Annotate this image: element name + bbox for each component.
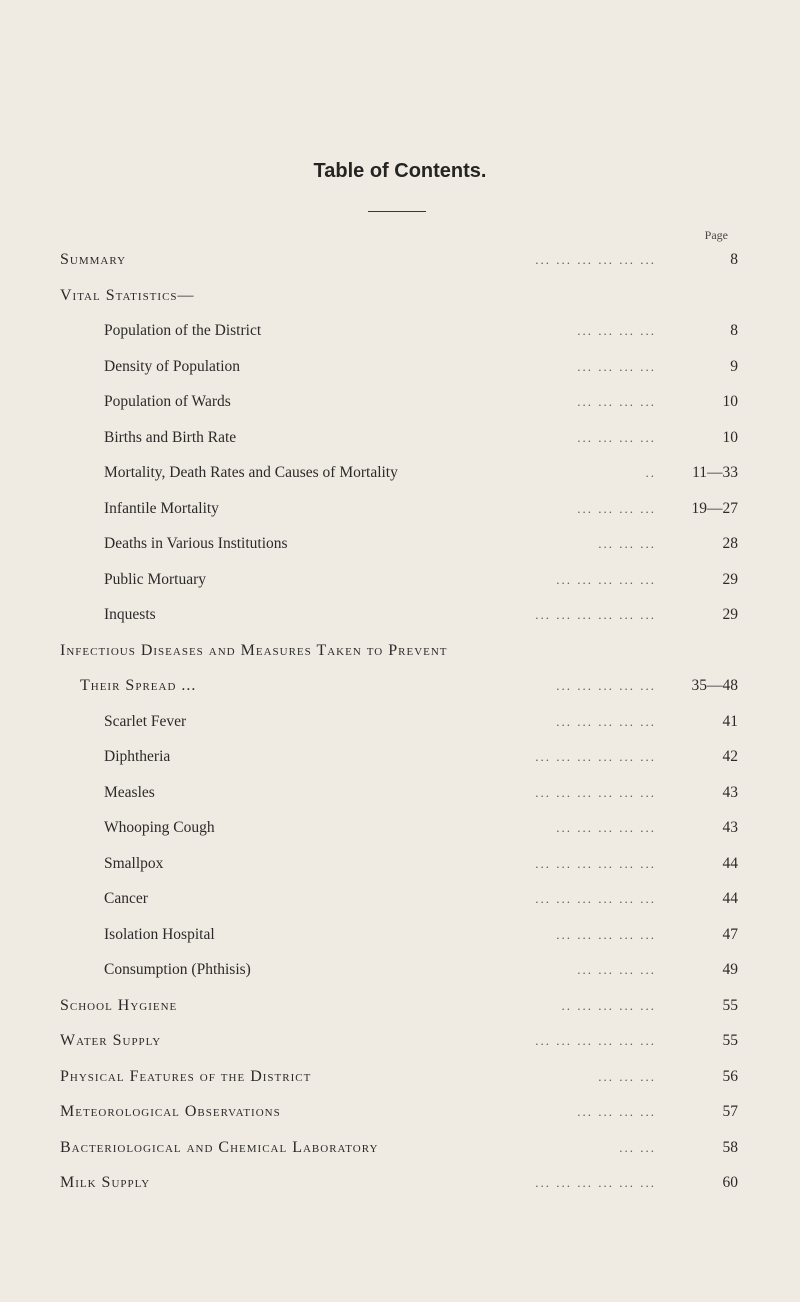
toc-entry-leader: ... ... ... ... <box>577 323 656 338</box>
toc-entry-leader: ... ... ... ... ... ... <box>535 1175 656 1190</box>
toc-entry-leader: ... ... ... <box>598 1068 656 1084</box>
toc-entry-page: 9 <box>730 357 738 375</box>
toc-entry-leader: ... ... ... ... ... <box>556 926 656 942</box>
toc-entry <box>60 634 738 668</box>
toc-entry <box>60 1166 738 1200</box>
toc-entry-label: Their Spread ... <box>80 677 197 694</box>
toc-entry-leader: ... ... ... ... <box>577 358 656 374</box>
toc-entry <box>60 740 738 774</box>
toc-entry-label: Density of Population <box>104 357 241 375</box>
toc-entry <box>60 314 738 348</box>
toc-entry-leader: .. <box>645 465 656 480</box>
toc-entry <box>60 669 738 703</box>
toc-entry <box>60 811 738 845</box>
toc-entry-leader: ... ... ... ... ... <box>556 713 656 729</box>
toc-entry-leader: ... ... ... ... ... <box>556 820 656 835</box>
toc-entry-page: 8 <box>730 251 738 268</box>
toc-entry-label: Bacteriological and Chemical Laboratory <box>60 1138 379 1156</box>
toc-entry-label: Cancer <box>104 890 148 907</box>
toc-entry-page: 43 <box>722 819 738 836</box>
toc-entry-page: 55 <box>722 1032 738 1049</box>
toc-entry <box>60 279 738 313</box>
toc-entry-label: Scarlet Fever <box>104 712 187 730</box>
toc-entry-leader: ... ... ... ... ... ... <box>535 855 656 871</box>
toc-entry-page: 42 <box>722 748 738 765</box>
toc-entry-label: Summary <box>60 251 127 268</box>
toc-entry-label: Whooping Cough <box>104 819 215 836</box>
toc-entry-label: School Hygiene <box>60 996 178 1014</box>
toc-entry-page: 57 <box>722 1103 738 1120</box>
toc-entry <box>60 1131 738 1165</box>
toc-entry-page: 29 <box>722 570 738 588</box>
toc-entry <box>60 705 738 739</box>
toc-entry-label: Infectious Diseases and Measures Taken to Prevent <box>60 641 448 659</box>
toc-entry <box>60 563 738 597</box>
toc-entry-label: Water Supply <box>60 1032 162 1049</box>
toc-entry-label: Births and Birth Rate <box>104 428 237 446</box>
toc-entry <box>60 1095 738 1129</box>
toc-entry-label: Deaths in Various Institutions <box>104 535 288 552</box>
toc-entry-label: Infantile Mortality <box>104 499 219 517</box>
toc-entry-label: Meteorological Observations <box>60 1103 281 1120</box>
toc-entry-label: Measles <box>104 783 155 801</box>
toc-entry <box>60 918 738 952</box>
toc-entry-page: 56 <box>722 1067 738 1085</box>
toc-entry-label: Milk Supply <box>60 1174 151 1191</box>
toc-entry <box>60 1024 738 1058</box>
toc-entry <box>60 243 738 277</box>
toc-entry-leader: ... ... ... ... <box>577 500 656 516</box>
toc-entry-label: Mortality, Death Rates and Causes of Mortality <box>104 464 398 481</box>
toc-entry-leader: ... ... ... ... ... ... <box>535 1033 656 1048</box>
toc-entry-label: Inquests <box>104 606 156 623</box>
page-column-header: Page <box>704 228 728 242</box>
toc-entry-page: 8 <box>730 322 738 339</box>
toc-entry-label: Population of the District <box>104 322 262 339</box>
toc-entry-leader: ... ... ... ... ... ... <box>535 252 656 267</box>
toc-entry-leader: ... ... ... <box>598 536 656 551</box>
toc-entry-page: 47 <box>722 925 738 943</box>
toc-entry-page: 28 <box>722 535 738 552</box>
toc-entry <box>60 350 738 384</box>
toc-entry-label: Vital Statistics— <box>60 286 195 304</box>
toc-entry-page: 49 <box>722 961 738 978</box>
toc-entry-leader: ... ... ... ... <box>577 394 656 409</box>
toc-entry <box>60 527 738 561</box>
toc-entry-leader: ... ... ... ... ... ... <box>535 891 656 906</box>
toc-entry-leader: ... ... ... ... ... ... <box>535 749 656 764</box>
toc-entry-page: 11—33 <box>692 464 738 481</box>
toc-entry <box>60 598 738 632</box>
toc-entry-leader: ... ... ... ... ... <box>556 571 656 587</box>
toc-entry-leader: ... ... ... ... ... <box>556 678 656 693</box>
toc-entry-leader: ... ... <box>619 1139 656 1155</box>
toc-entry-label: Public Mortuary <box>104 570 207 588</box>
toc-entry-leader: ... ... ... ... ... ... <box>535 784 656 800</box>
toc-entry-leader: ... ... ... ... <box>577 962 656 977</box>
toc-entry-leader: ... ... ... ... <box>577 1104 656 1119</box>
toc-entry-page: 10 <box>722 428 738 446</box>
toc-entry <box>60 421 738 455</box>
toc-entry-leader: ... ... ... ... <box>577 429 656 445</box>
toc-entry-page: 44 <box>722 890 738 907</box>
toc-entry-page: 55 <box>722 996 738 1014</box>
toc-entry-label: Smallpox <box>104 854 164 872</box>
toc-entry-label: Diphtheria <box>104 748 171 765</box>
toc-entry <box>60 492 738 526</box>
toc-entry-label: Physical Features of the District <box>60 1067 312 1085</box>
page-title: Table of Contents. <box>313 160 487 182</box>
toc-entry-label: Population of Wards <box>104 393 231 410</box>
toc-entry <box>60 953 738 987</box>
toc-entry-page: 19—27 <box>691 499 738 517</box>
toc-entry-page: 44 <box>722 854 738 872</box>
toc-entry-page: 60 <box>722 1174 738 1191</box>
toc-entry <box>60 847 738 881</box>
toc-entry <box>60 1060 738 1094</box>
toc-entry-page: 43 <box>722 783 738 801</box>
toc-entry-page: 41 <box>722 712 738 730</box>
title-divider <box>368 211 426 212</box>
toc-entry-page: 10 <box>722 393 738 410</box>
toc-entry-page: 58 <box>722 1138 738 1156</box>
toc-entry-page: 29 <box>722 606 738 623</box>
toc-entry-label: Isolation Hospital <box>104 925 215 943</box>
toc-entry <box>60 882 738 916</box>
toc-entry-leader: ... ... ... ... ... ... <box>535 607 656 622</box>
toc-entry <box>60 456 738 490</box>
toc-entry-label: Consumption (Phthisis) <box>104 961 251 978</box>
toc-entry <box>60 776 738 810</box>
toc-entry-page: 35—48 <box>691 677 738 694</box>
toc-entry-leader: .. ... ... ... ... <box>561 997 656 1013</box>
toc-entry <box>60 989 738 1023</box>
toc-entry <box>60 385 738 419</box>
